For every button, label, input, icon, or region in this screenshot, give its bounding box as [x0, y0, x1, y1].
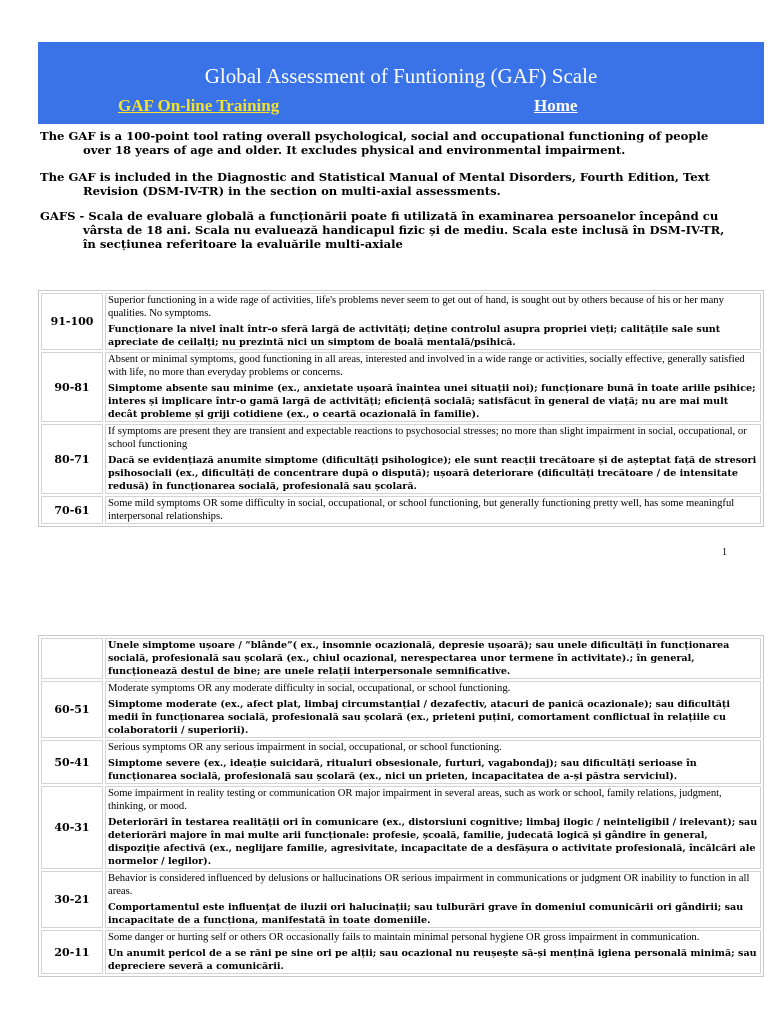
- romanian-description: Comportamentul este influențat de iluzii ori halucinații; sau tulburări grave în domeniul comunicării ori gândirii; sau incapacitate de a funcționa, manifestată în toate domeniile.: [108, 902, 744, 926]
- gaf-online-training-link[interactable]: GAF On-line Training: [118, 96, 280, 115]
- table-row: [41, 740, 761, 784]
- romanian-description: Unele simptome ușoare / “blânde”( ex., insomnie ocazională, depresie ușoară); sau unele dificultăți în funcționarea socială, profesională sau școlară (ex., chiul ocazional, nerespectarea unor termene în activitate).; în general, funcționează destul de bine; are unele relații interpersonale semnificative.: [108, 640, 730, 677]
- romanian-description: Simptome moderate (ex., afect plat, limbaj circumstanțial / dezafectiv, atacuri de panică ocazionale); sau dificultăți medii în funcționarea socială, profesională sau școlară (ex., prieteni puțini, comortament conflictual în relațiile cu colaboratorii / superiorii).: [108, 699, 730, 736]
- description-cell: [105, 352, 761, 422]
- english-description: Behavior is considered influenced by delusions or hallucinations OR serious impairment in communications or judgment OR inability to function in all areas.: [108, 873, 750, 897]
- romanian-description: Simptome severe (ex., ideație suicidară, ritualuri obsesionale, furturi, vagabondaj); sau dificultăți serioase în funcționarea socială, profesională sau școlară (ex., nici un prieten, incapacitatea de a-și păstra serviciul).: [108, 758, 697, 782]
- description-cell: [105, 424, 761, 494]
- intro-paragraph-gaf-definition: [40, 129, 740, 157]
- english-description: Some danger or hurting self or others OR occasionally fails to maintain minimal personal hygiene OR gross impairment in communication.: [108, 932, 700, 943]
- table-row: [41, 871, 761, 928]
- romanian-description: Dacă se evidențiază anumite simptome (dificultăți psihologice); ele sunt reacții trecătoare și de așteptat față de stresori psihosociali (ex., dificultăți de concentrare după o dispută); ușoară deteriorare (dificultăți trecătoare / de intensitate redusă) în funcționarea socială, profesională sau școlară.: [108, 455, 757, 492]
- score-range-cell: 91-100: [41, 293, 103, 350]
- english-description: Superior functioning in a wide rage of activities, life's problems never seem to get out of hand, is sought out by others because of his or her many qualities. No symptoms.: [108, 295, 724, 319]
- table-row: [41, 424, 761, 494]
- table-body: [41, 293, 761, 524]
- table-row: [41, 930, 761, 974]
- description-cell: [105, 681, 761, 738]
- score-range-cell: 20-11: [41, 930, 103, 974]
- header-banner: [38, 42, 764, 124]
- table-row: [41, 681, 761, 738]
- intro-paragraph-dsm: [40, 170, 740, 198]
- score-range-cell: 90-81: [41, 352, 103, 422]
- romanian-description: Un anumit pericol de a se răni pe sine ori pe alții; sau ocazional nu reușește să-și mențină igiena personală minimă; sau depreciere severă a comunicării.: [108, 948, 757, 972]
- english-description: Some mild symptoms OR some difficulty in social, occupational, or school functioning, but generally functioning pretty well, has some meaningful interpersonal relationships.: [108, 498, 735, 522]
- romanian-description: Funcționare la nivel înalt într-o sferă largă de activități; deține controlul asupra propriei vieți; calitățile sale sunt apreciate de ceilalți; nu prezintă nici un simptom de boală mentală/psihică.: [108, 324, 721, 348]
- table-body: [41, 638, 761, 974]
- romanian-description: Simptome absente sau minime (ex., anxietate ușoară înaintea unei situații noi); funcționare bună în toate ariile psihice; interes și implicare într-o gamă largă de activități; eficiență socială; satisfăcut în general de viață; nu are mai mult decât probleme și griji cotidiene (ex., o ceartă ocazională în familie).: [108, 383, 756, 420]
- table-row: [41, 496, 761, 524]
- score-range-cell: [41, 638, 103, 679]
- score-range-cell: 30-21: [41, 871, 103, 928]
- intro-text: The GAF is a 100-point tool rating overall psychological, social and occupational functioning of people over 18 years of age and older. It excludes physical and environmental impairment.: [40, 129, 709, 157]
- description-cell: [105, 293, 761, 350]
- intro-paragraph-romanian: [40, 209, 740, 251]
- description-cell: [105, 638, 761, 679]
- description-cell: [105, 930, 761, 974]
- english-description: If symptoms are present they are transient and expectable reactions to psychosocial stresses; no more than slight impairment in social, occupational, or school functioning: [108, 426, 747, 450]
- english-description: Moderate symptoms OR any moderate difficulty in social, occupational, or school functioning.: [108, 683, 511, 694]
- gaf-scale-table-page-1: [38, 290, 764, 527]
- romanian-description: Deteriorări în testarea realității ori în comunicare (ex., distorsiuni cognitive; limbaj ilogic / neinteligibil / irelevant); sau deteriorări majore în mai multe arii funcționale: profesie, școală, familie, judecată logică și gândire în general, dispoziție afectivă (ex., neglijare familie, agresivitate, incapacitate de a desfășura o activitate profesională, încălcări ale normelor / legilor).: [108, 817, 758, 867]
- page-number: 1: [722, 547, 727, 558]
- description-cell: [105, 496, 761, 524]
- description-cell: [105, 740, 761, 784]
- english-description: Some impairment in reality testing or communication OR major impairment in several areas, such as work or school, family relations, judgment, thinking, or mood.: [108, 788, 722, 812]
- score-range-cell: 40-31: [41, 786, 103, 869]
- table-row: [41, 638, 761, 679]
- score-range-cell: 80-71: [41, 424, 103, 494]
- description-cell: [105, 786, 761, 869]
- score-range-cell: 50-41: [41, 740, 103, 784]
- score-range-cell: 70-61: [41, 496, 103, 524]
- intro-text: The GAF is included in the Diagnostic and Statistical Manual of Mental Disorders, Fourth Edition, Text Revision (DSM-IV-TR) in the section on multi-axial assessments.: [40, 170, 710, 198]
- home-link[interactable]: Home: [534, 96, 578, 115]
- intro-text: GAFS - Scala de evaluare globală a funcționării poate fi utilizată în examinarea persoanelor începând cu vârsta de 18 ani. Scala nu evaluează handicapul fizic și de mediu. Scala este inclusă în DSM-IV-TR, în secțiunea referitoare la evaluările multi-axiale: [40, 209, 725, 251]
- table-row: [41, 293, 761, 350]
- page-title: Global Assessment of Funtioning (GAF) Scale: [204, 64, 598, 88]
- description-cell: [105, 871, 761, 928]
- table-row: [41, 352, 761, 422]
- english-description: Absent or minimal symptoms, good functioning in all areas, interested and involved in a wide range or activities, socially effective, generally satisfied with life, no more than everyday problems or concerns.: [108, 354, 745, 378]
- table-row: [41, 786, 761, 869]
- gaf-scale-table-page-2: [38, 635, 764, 977]
- score-range-cell: 60-51: [41, 681, 103, 738]
- english-description: Serious symptoms OR any serious impairment in social, occupational, or school functioning.: [108, 742, 502, 753]
